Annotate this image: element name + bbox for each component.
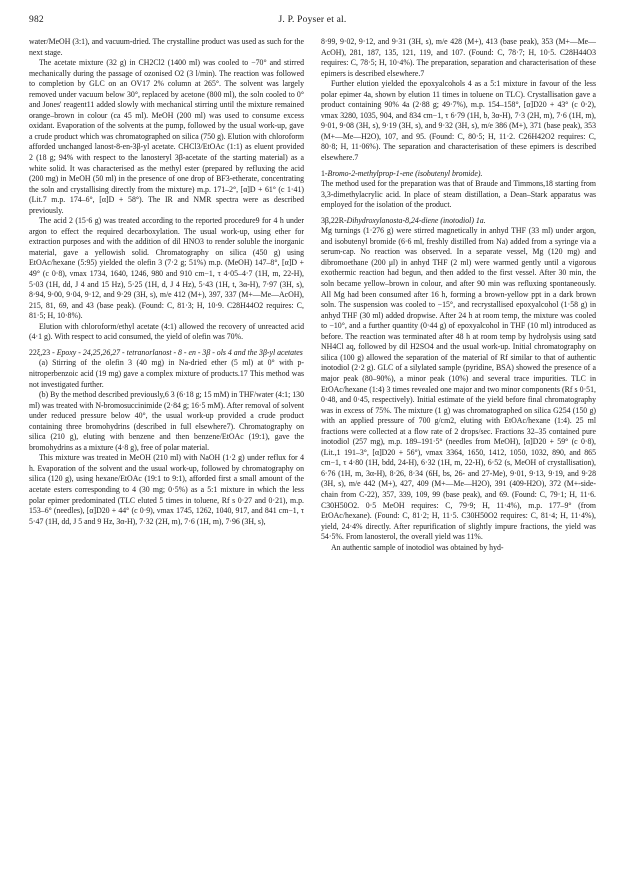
body-paragraph: The acid 2 (15·6 g) was treated according to the reported procedure9 for 4 h under argon to effect the required decarboxylation. The usual work-up, using ether for extraction purposes and with the addition of dil HNO3 to render soluble the inorganic material, gave a yellowish solid. Chromatography on silica (450 g) using EtOAc/hexane (5:95) yielded the olefin 3 (7·2 g; 51%) m.p. (MeOH) 147–8°, [α]D + 49° (c 0·8), νmax 1734, 1640, 1246, 980 and 910 cm−1, τ 4·05–4·7 (1H, m, 22-H), 5·03 (1H, dd, J 4 and 15 Hz), 5·25 (1H, d, J 4 Hz), 5·43 (1H, t, 3α-H), 7·97 (3H, s), 8·94, 9·00, 9·04, 9·12, and 9·29 (3H, s), m/e 412 (M+), 397, 337 (M+—Me—AcOH), 215, 81, 69, and 43 (base peak). (Found: C, 81·3; H, 10·9. C28H44O2 requires: C, 81·5; H, 10·8%). [29, 216, 304, 321]
section-heading [29, 348, 304, 359]
body-paragraph: (a) Stirring of the olefin 3 (40 mg) in Na-dried ether (5 ml) at 0° with p-nitroperbenzoic acid (19 mg) gave a complex mixture of products.17 This method was not investigated further. [29, 358, 304, 389]
body-paragraph: Mg turnings (1·276 g) were stirred magnetically in anhyd THF (33 ml) under argon, and isobutenyl bromide (6·6 ml, freshly distilled from Na) added from a syringe via a serum-cap. No reaction was observed. In a separate vessel, Mg (120 mg) and dibromoethane (200 μl) in anhyd THF (2 ml) were warmed gently until a vigorous exothermic reaction had begun, and then added to the first vessel. After 30 min, the soln became yellow–brown in colour, and after 90 min was refluxing spontaneously. All Mg had been consumed after 16 h, forming a brown-yellow ppt in a dark brown soln. The suspension was cooled to −15°, and recrystallised epoxyalcohol (1·58 g) in anhyd THF (30 ml) added dropwise. After 24 h at room temp, the mixture was cooled to −10°, and a further quantity (0·44 g) of epoxyalcohol in THF (10 ml) introduced as before. The reaction was terminated after 48 h at room temp by hydrolysis using satd NH4Cl aq, followed by dil H2SO4 and the usual work-up. Initial chromatography on silica (100 g) allowed the separation of the material of Rf similar to that of authentic inotodiol (2·2 g). GLC of a silylated sample (pyridine, BSA) showed the presence of a major peak (80–90%), a minor peak (10%) and several trace impurities. TLC in EtOAc/hexane (1:4) 3 times revealed one major and two minor components (Rf s 0·51, 0·48, and 0·45, respectively). Initial estimate of the yield before final chromatography was in excess of 75%. The mixture (1 g) was chromatographed on silica G254 (150 g) with an applied pressure of 700 g/cm2, eluting with EtOAc/hexane (1:4). 25 ml fractions were collected at a flow rate of 2 drops/sec. Fractions 32–35 contained pure inotodiol (257 mg), m.p. 189–191·5° (needles from MeOH), [α]D20 + 59° (c 0·8), (Lit.,1 191–3°, [α]D20 + 56°), νmax 3364, 1650, 1412, 1050, 1032, 890, and 865 cm−1, τ 4·80 (1H, bdd, 24-H), 6·32 (1H, m, 22-H), 6·52 (s, MeOH of crystallisation), 6·76 (1H, m, 3α-H), 8·26, 8·34 (6H, bs, 26- and 27-Me), 9·01, 9·13, 9·19, and 9·28 (3H, s), m/e 442 (M+), 427, 409 (M+—Me—H2O), 391 (409-H2O), 372 (M+-side-chain from C-22), 357, 339, 109, 99 (base peak), and 69. (Found: C, 79·1; H, 11·6. C30H50O2. 0·5 MeOH requires: C, 79·9; H, 11·4%), m.p. 177–9° (from EtOAc/hexane). (Found: C, 81·2; H, 11·5. C30H50O2 requires: C, 81·4; H, 11·4%), yield, 24·4% directly. After repurification of slightly impure fractions, the yield was 54·5%. From lanosterol, the overall yield was 11%. [321, 226, 596, 542]
body-paragraph: Elution with chloroform/ethyl acetate (4:1) allowed the recovery of unreacted acid (4·1 g). With respect to acid consumed, the yield of olefin was 70%. [29, 321, 304, 342]
section-heading-number: 22ξ,23 [29, 347, 51, 357]
section-heading-title: -Bromo-2-methylprop-1-ene (isobutenyl bromide). [324, 168, 483, 178]
section-heading-title: -Dihydroxylanosta-8,24-diene (inotodiol) 1a. [343, 215, 486, 225]
body-paragraph: Further elution yielded the epoxyalcohols 4 as a 5:1 mixture in favour of the less polar epimer 4a, shown by elution 11 times in toluene on TLC). Crystallisation gave a product containing 90% 4a (2·88 g; 49·7%), m.p. 154–158°, [α]D20 + 43° (c 0·2), νmax 3280, 1035, 904, and 834 cm−1, τ 6·79 (1H, b, 3α-H), 7·3 (2H, m), 7·6 (1H, m), 9·01, 9·08 (3H, s), 9·19 (3H, s), and 9·32 (3H, s), m/e 386 (M+), 371 (base peak), 353 (M+—Me—H2O), 107, and 95. (Found: C, 80·5; H, 11·2. C26H42O2 requires: C, 80·8; H, 11·06%). The separation and characterisation of these epimers is described elsewhere.7 [321, 79, 596, 163]
running-head [29, 15, 596, 31]
body-paragraph: water/MeOH (3:1), and vacuum-dried. The crystalline product was used as such for the next stage. [29, 37, 304, 57]
section-heading-number: 3β,22R [321, 215, 344, 225]
body-paragraph: 8·99, 9·02, 9·12, and 9·31 (3H, s), m/e 428 (M+), 413 (base peak), 353 (M+—Me—AcOH), 281, 187, 135, 121, 119, and 107. (Found: C, 78·7; H, 10·5. C28H44O3 requires: C, 78·5; H, 10·4%). The preparation, separation and characterisation of these epimers is described elsewhere.7 [321, 37, 596, 78]
body-paragraph: (b) By the method described previously,6 3 (6·18 g; 15 mM) in THF/water (4:1; 130 ml) was treated with N-bromosuccinimide (2·84 g; 16·5 mM). After removal of solvent under reduced pressure below 40°, the usual work-up provided a crude product containing three bromohydrins (described in full elsewhere7). Chromatography on silica (210 g), eluting with benzene and then benzene/EtOAc (19:1), gave the bromohydrins as a mixture (4·8 g), free of polar material. [29, 390, 304, 452]
body-paragraph: This mixture was treated in MeOH (210 ml) with NaOH (1·2 g) under reflux for 4 h. Evaporation of the solvent and the usual work-up, followed by chromatography on silica (120 g), using hexane/EtOAc (19:1 to 9:1), afforded first a small amount of the acetate esters corresponding to 4 (30 mg; 0·5%) as a 5:1 mixture in which the less polar epimer predominated (TLC eluted 5 times in toluene, Rf s 0·27 and 0·21), m.p. 153–6° (needles), [α]D20 + 44° (c 0·9), νmax 1745, 1262, 1040, 917, and 841 cm−1, τ 5·47 (1H, dd, J 5 and 9 Hz, 3α-H), 7·32 (2H, m), 7·6 (1H, m), 7·96 (3H, s), [29, 453, 304, 526]
page-number: 982 [29, 15, 44, 25]
body-paragraph: The method used for the preparation was that of Braude and Timmons,18 starting from 3,3-dimethylacrylic acid. In place of steam distillation, a Dean–Stark apparatus was employed for the isolation of the product. [321, 179, 596, 210]
section-heading [321, 216, 596, 227]
section-heading-number: 1 [321, 168, 325, 178]
body-paragraph: An authentic sample of inotodiol was obtained by hyd- [331, 542, 504, 552]
right-column [321, 37, 596, 553]
section-heading [321, 169, 596, 180]
left-column [29, 37, 304, 553]
body-paragraph: The acetate mixture (32 g) in CH2Cl2 (1400 ml) was cooled to −70° and stirred mechanically during the passage of ozonised O2 (3 l/min). The reaction was followed to completion by GLC on an OV17 2% column at 265°. The solvent was largely removed under vacuum below 30°, replaced by acetone (800 ml), the soln cooled to 0° and Jones' reagent11 added slowly with mechanical stirring until the mixture remained orange–brown in colour (ca 45 ml). MeOH (200 ml) was used to consume excess oxidant. Evaporation of the solvents at the pump, followed by the usual work-up, gave a crude product which was chromatographed on silica (750 g). Elution with chloroform afforded unchanged lanost-8-en-3β-yl acetate. CHCl3/EtOAc (1:1) as eluent provided 2 (18 g; 94% with respect to the lanosteryl 3β-acetate of the starting material) as a white solid. It was characterised as the methyl ester (prepared by refluxing the acid (200 mg) in MeOH (50 ml) in the presence of one drop of BF3-etherate, concentrating the soln and crystallising directly from the mixture) m.p. 171–2°, [α]D + 61° (c 1·41) (Lit.7 m.p. 174–6°, [α]D + 58°). The IR and NMR spectra were as described previously. [29, 58, 304, 215]
section-heading-title: - Epoxy - 24,25,26,27 - tetranorlanost - 8 - en - 3β - ols 4 and the 3β-yl acetates [50, 347, 303, 357]
author-running-title: J. P. Poyser et al. [278, 15, 347, 25]
two-column-body [29, 37, 596, 553]
